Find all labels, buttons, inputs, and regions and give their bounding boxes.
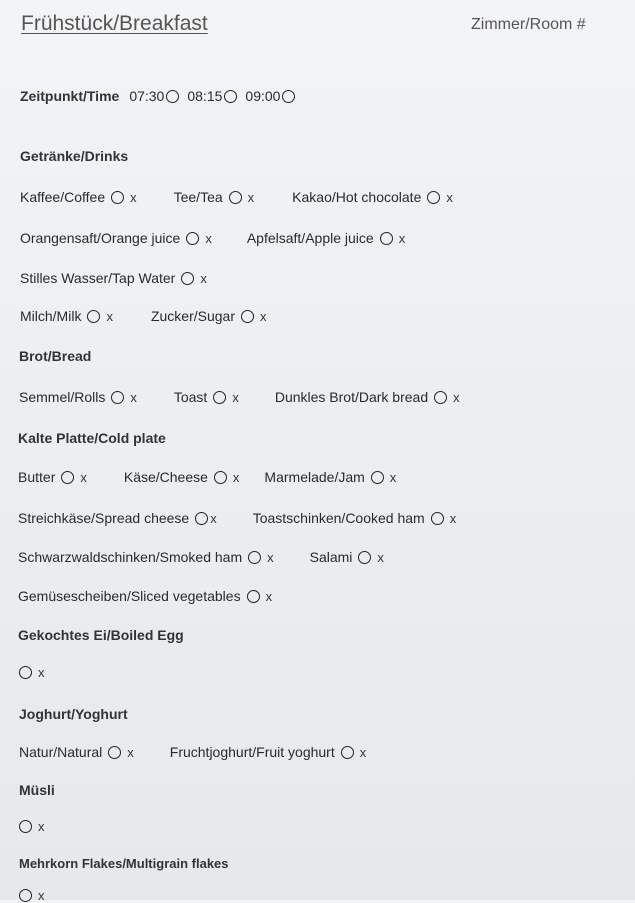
radio-circle-icon[interactable] <box>19 666 32 679</box>
radio-circle-icon[interactable] <box>431 512 444 525</box>
radio-circle-icon[interactable] <box>248 551 261 564</box>
radio-circle-icon[interactable] <box>19 889 32 902</box>
radio-circle-icon[interactable] <box>241 310 254 323</box>
radio-circle-icon[interactable] <box>111 191 124 204</box>
time-option-0900[interactable]: 09:00 <box>245 88 295 104</box>
section-yoghurt: Joghurt/Yoghurt <box>19 706 128 722</box>
radio-circle-icon[interactable] <box>247 590 260 603</box>
multigrain-row <box>13 888 45 903</box>
radio-circle-icon[interactable] <box>166 90 179 103</box>
radio-circle-icon[interactable] <box>111 391 124 404</box>
radio-circle-icon[interactable] <box>341 746 354 759</box>
time-option-0730[interactable]: 07:30 <box>129 88 179 104</box>
time-row <box>20 88 303 104</box>
section-drinks: Getränke/Drinks <box>20 148 129 164</box>
section-multigrain: Mehrkorn Flakes/Multigrain flakes <box>19 856 229 871</box>
muesli-row <box>13 819 45 834</box>
item-cocoa[interactable]: Kakao/Hot chocolate x <box>292 189 453 205</box>
time-option-0815[interactable]: 08:15 <box>187 88 237 104</box>
page-title: Frühstück/Breakfast <box>21 12 208 35</box>
time-label: Zeitpunkt/Time <box>20 88 120 104</box>
item-cooked-ham[interactable]: Toastschinken/Cooked ham x <box>252 510 457 526</box>
boiled-egg-row <box>13 665 45 680</box>
radio-circle-icon[interactable] <box>380 232 393 245</box>
section-muesli: Müsli <box>19 782 55 798</box>
section-cold-plate: Kalte Platte/Cold plate <box>18 430 166 446</box>
cold-plate-row-2 <box>18 510 456 526</box>
drinks-row-4 <box>20 308 267 324</box>
radio-circle-icon[interactable] <box>427 191 440 204</box>
item-butter[interactable]: Butter x <box>18 469 87 485</box>
item-apple-juice[interactable]: Apfelsaft/Apple juice x <box>246 230 406 246</box>
item-dark-bread[interactable]: Dunkles Brot/Dark bread x <box>274 389 460 405</box>
cold-plate-row-4 <box>18 588 272 604</box>
radio-circle-icon[interactable] <box>358 551 371 564</box>
drinks-row-1 <box>20 189 453 205</box>
item-coffee[interactable]: Kaffee/Coffee x <box>20 189 137 205</box>
radio-circle-icon[interactable] <box>434 391 447 404</box>
item-smoked-ham[interactable]: Schwarzwaldschinken/Smoked ham x <box>18 549 274 565</box>
radio-circle-icon[interactable] <box>229 191 242 204</box>
radio-circle-icon[interactable] <box>61 471 74 484</box>
item-cheese[interactable]: Käse/Cheese x <box>123 469 240 485</box>
radio-circle-icon[interactable] <box>282 90 295 103</box>
radio-circle-icon[interactable] <box>371 471 384 484</box>
item-orange-juice[interactable]: Orangensaft/Orange juice x <box>20 230 212 246</box>
radio-circle-icon[interactable] <box>195 512 208 525</box>
radio-circle-icon[interactable] <box>214 471 227 484</box>
item-tap-water[interactable]: Stilles Wasser/Tap Water x <box>20 270 207 286</box>
item-tea[interactable]: Tee/Tea x <box>173 189 255 205</box>
room-number-label: Zimmer/Room # <box>471 16 586 33</box>
radio-circle-icon[interactable] <box>213 391 226 404</box>
item-rolls[interactable]: Semmel/Rolls x <box>19 389 137 405</box>
item-multigrain[interactable]: x <box>13 888 45 903</box>
item-toast[interactable]: Toast x <box>173 389 239 405</box>
drinks-row-2 <box>20 230 405 246</box>
drinks-row-3 <box>20 270 207 286</box>
item-salami[interactable]: Salami x <box>309 549 384 565</box>
item-milk[interactable]: Milch/Milk x <box>20 308 113 324</box>
radio-circle-icon[interactable] <box>87 310 100 323</box>
section-boiled-egg: Gekochtes Ei/Boiled Egg <box>18 627 184 643</box>
item-sugar[interactable]: Zucker/Sugar x <box>150 308 267 324</box>
radio-circle-icon[interactable] <box>19 820 32 833</box>
radio-circle-icon[interactable] <box>224 90 237 103</box>
item-vegetables[interactable]: Gemüsescheiben/Sliced vegetables x <box>18 588 273 604</box>
cold-plate-row-1 <box>18 469 396 485</box>
radio-circle-icon[interactable] <box>108 746 121 759</box>
cold-plate-row-3 <box>18 549 384 565</box>
item-spread-cheese[interactable]: Streichkäse/Spread cheese x <box>18 510 217 526</box>
item-muesli[interactable]: x <box>13 819 45 834</box>
bread-row <box>19 389 460 405</box>
yoghurt-row <box>19 744 366 760</box>
item-natural[interactable]: Natur/Natural x <box>19 744 134 760</box>
radio-circle-icon[interactable] <box>186 232 199 245</box>
item-boiled-egg[interactable]: x <box>13 665 45 680</box>
section-bread: Brot/Bread <box>19 348 92 364</box>
item-fruit-yoghurt[interactable]: Fruchtjoghurt/Fruit yoghurt x <box>169 744 367 760</box>
radio-circle-icon[interactable] <box>181 272 194 285</box>
item-jam[interactable]: Marmelade/Jam x <box>264 469 397 485</box>
